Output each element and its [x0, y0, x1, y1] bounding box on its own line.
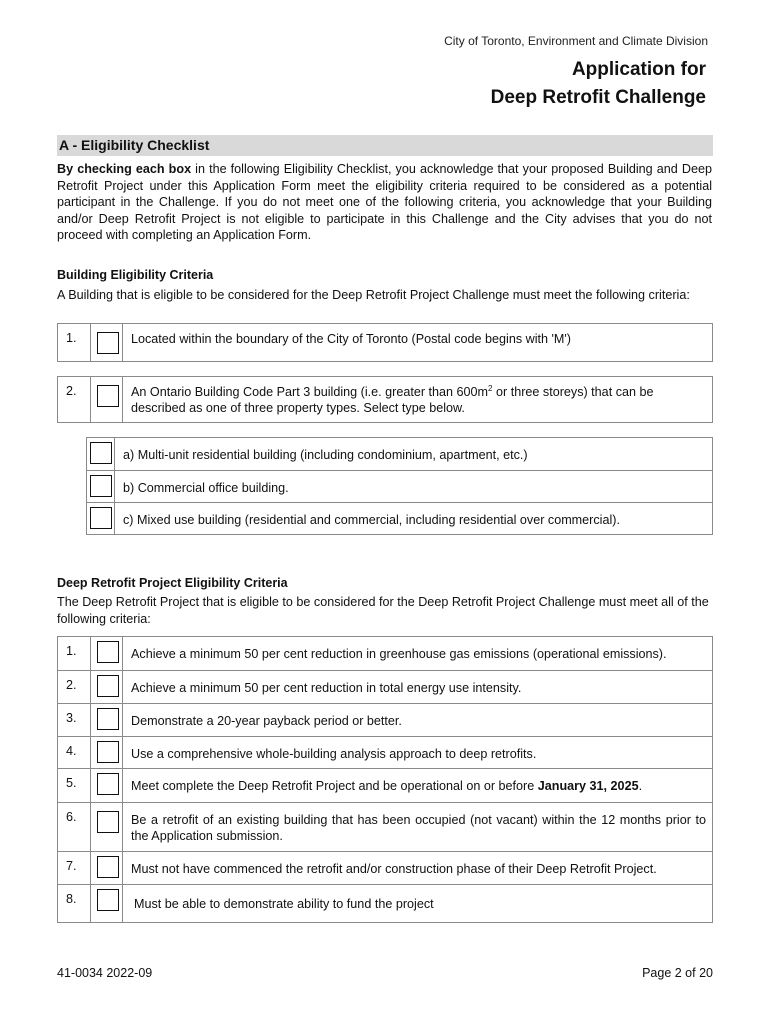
section-title: A - Eligibility Checklist	[59, 137, 210, 153]
property-type-a: a) Multi-unit residential building (including condominium, apartment, etc.)	[115, 438, 713, 471]
criterion-number: 5.	[58, 769, 91, 803]
page-number: Page 2 of 20	[642, 966, 713, 980]
checkbox-project-2[interactable]	[97, 675, 119, 697]
checkbox-project-8[interactable]	[97, 889, 119, 911]
checkbox-project-4[interactable]	[97, 741, 119, 763]
checkbox-cell	[91, 885, 123, 923]
criterion-number: 7.	[58, 852, 91, 885]
criterion-number: 2.	[58, 377, 91, 423]
criterion-text: Achieve a minimum 50 per cent reduction in greenhouse gas emissions (operational emissions).	[123, 637, 713, 671]
criterion-number: 4.	[58, 737, 91, 769]
checkbox-project-3[interactable]	[97, 708, 119, 730]
project-criteria-table	[57, 636, 713, 923]
checkbox-project-5[interactable]	[97, 773, 119, 795]
criterion-text-end: .	[638, 779, 643, 793]
criterion-text: Be a retrofit of an existing building that has been occupied (not vacant) within the 12 months prior to the Application submission.	[123, 803, 713, 852]
property-type-b: b) Commercial office building.	[115, 471, 713, 503]
criterion-text: Use a comprehensive whole-building analysis approach to deep retrofits.	[123, 737, 713, 769]
criterion-text: Located within the boundary of the City of Toronto (Postal code begins with 'M')	[123, 324, 713, 362]
criterion-text: Must not have commenced the retrofit and/or construction phase of their Deep Retrofit Project.	[123, 852, 713, 885]
criterion-text	[123, 769, 713, 803]
property-type-table	[86, 437, 713, 535]
checkbox-cell	[91, 737, 123, 769]
intro-bold: By checking each box	[57, 162, 192, 176]
checkbox-cell	[87, 438, 115, 471]
criterion-text-end: or three storeys) that can be described as one of three property types. Select type below.	[131, 385, 654, 415]
criterion-number: 1.	[58, 324, 91, 362]
checkbox-project-7[interactable]	[97, 856, 119, 878]
criterion-number: 3.	[58, 704, 91, 737]
checkbox-cell	[91, 671, 123, 704]
criterion-text: Achieve a minimum 50 per cent reduction in total energy use intensity.	[123, 671, 713, 704]
project-criteria-heading: Deep Retrofit Project Eligibility Criteria	[57, 576, 288, 590]
form-title-line1: Application for	[571, 59, 706, 80]
building-criterion-2	[57, 376, 713, 423]
intro-paragraph	[57, 161, 712, 244]
checkbox-building-2[interactable]	[97, 385, 119, 407]
deadline-date: January 31, 2025	[537, 779, 639, 793]
division-header: City of Toronto, Environment and Climate Division	[444, 34, 708, 48]
criterion-text: Must be able to demonstrate ability to fund the project	[123, 885, 713, 923]
criterion-text-start: Meet complete the Deep Retrofit Project and be operational on or before	[131, 779, 538, 793]
criterion-number: 8.	[58, 885, 91, 923]
checkbox-cell	[91, 769, 123, 803]
checkbox-project-1[interactable]	[97, 641, 119, 663]
criterion-text-start: An Ontario Building Code Part 3 building (i.e. greater than 600m	[131, 385, 489, 399]
checkbox-type-b[interactable]	[90, 475, 112, 497]
criterion-text	[123, 377, 713, 423]
checkbox-cell	[91, 852, 123, 885]
checkbox-cell	[91, 324, 123, 362]
checkbox-cell	[91, 704, 123, 737]
criterion-number: 1.	[58, 637, 91, 671]
checkbox-cell	[87, 471, 115, 503]
checkbox-type-a[interactable]	[90, 442, 112, 464]
criterion-number: 2.	[58, 671, 91, 704]
superscript-2: 2	[488, 383, 493, 393]
building-criterion-1	[57, 323, 713, 362]
property-type-c: c) Mixed use building (residential and commercial, including residential over commercial).	[115, 503, 713, 535]
checkbox-project-6[interactable]	[97, 811, 119, 833]
intro-text: in the following Eligibility Checklist, you acknowledge that your proposed Building and Deep Retrofit Project under this Application Form meet the eligibility criteria required to be considered as a potential participant in the Challenge. If you do not meet one of the following criteria, you acknowledge that your Building and/or Deep Retrofit Project is not eligible to participate in this Challenge and the City advises that you do not proceed with completing an Application Form.	[57, 162, 712, 242]
project-criteria-intro: The Deep Retrofit Project that is eligible to be considered for the Deep Retrofit Project Challenge must meet all of the following criteria:	[57, 595, 709, 626]
checkbox-cell	[91, 637, 123, 671]
checkbox-cell	[91, 803, 123, 852]
checkbox-cell	[87, 503, 115, 535]
building-criteria-heading: Building Eligibility Criteria	[57, 268, 214, 282]
checkbox-building-1[interactable]	[97, 332, 119, 354]
form-code: 41-0034 2022-09	[57, 966, 153, 980]
section-header	[57, 135, 713, 156]
checkbox-cell	[91, 377, 123, 423]
building-criteria-intro: A Building that is eligible to be considered for the Deep Retrofit Project Challenge must meet the following criteria:	[57, 288, 690, 302]
form-title-line2: Deep Retrofit Challenge	[490, 87, 706, 108]
criterion-number: 6.	[58, 803, 91, 852]
criterion-text: Demonstrate a 20-year payback period or better.	[123, 704, 713, 737]
checkbox-type-c[interactable]	[90, 507, 112, 529]
